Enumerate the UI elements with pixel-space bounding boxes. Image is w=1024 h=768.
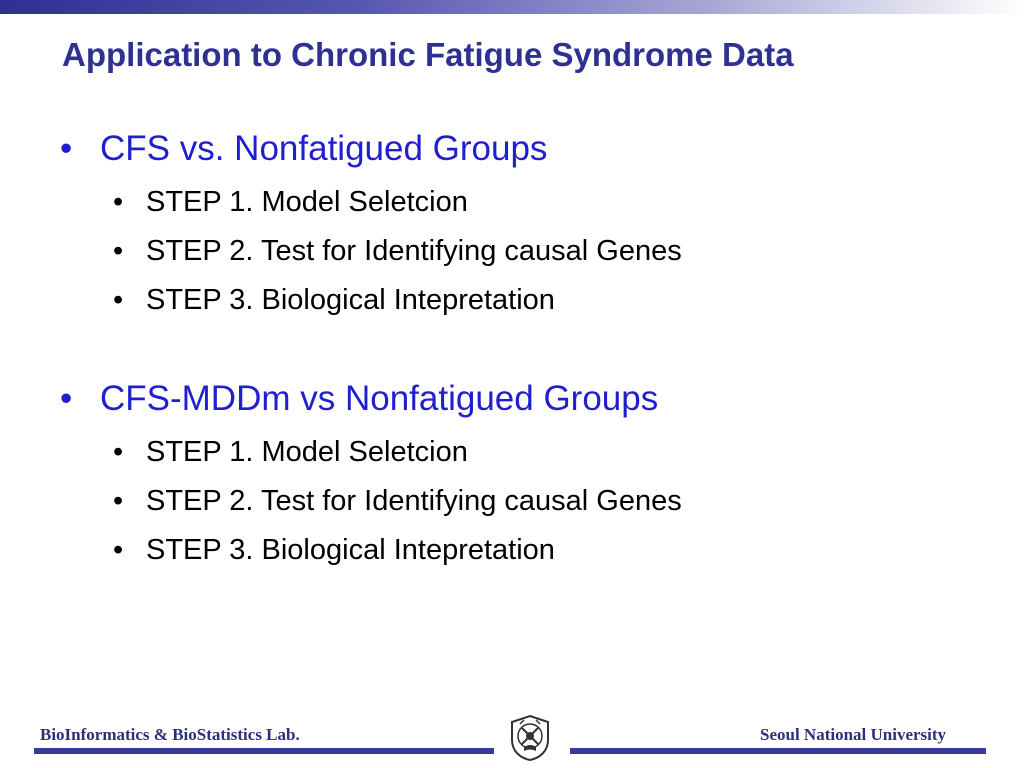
slide-footer: [0, 708, 1024, 768]
slide-title: Application to Chronic Fatigue Syndrome Data: [62, 36, 794, 73]
step-text: STEP 3. Biological Intepretation: [146, 284, 555, 316]
step-text: STEP 1. Model Seletcion: [146, 436, 468, 468]
step-item: [60, 227, 1000, 276]
step-item: [60, 276, 1000, 325]
step-text: STEP 3. Biological Intepretation: [146, 534, 555, 566]
footer-divider-left: [34, 748, 494, 754]
step-text: STEP 2. Test for Identifying causal Genes: [146, 235, 682, 267]
lab-name: BioInformatics & BioStatistics Lab.: [40, 725, 300, 744]
bullet-group: [60, 127, 1000, 325]
step-item: [60, 477, 1000, 526]
step-text: STEP 2. Test for Identifying causal Genes: [146, 485, 682, 517]
top-gradient-bar: [0, 0, 1024, 14]
step-item: [60, 178, 1000, 227]
footer-divider-right: [570, 748, 986, 754]
bullet-heading-text: CFS vs. Nonfatigued Groups: [100, 129, 548, 168]
sub-bullet-dot: •: [113, 284, 124, 316]
step-text: STEP 1. Model Seletcion: [146, 186, 468, 218]
sub-bullet-dot: •: [113, 534, 124, 566]
bullet-heading-text: CFS-MDDm vs Nonfatigued Groups: [100, 379, 659, 418]
university-name: Seoul National University: [760, 725, 947, 744]
bullet-group: [60, 377, 1000, 575]
bullet-heading: [60, 377, 1000, 421]
sub-bullet-dot: •: [113, 485, 124, 517]
step-item: [60, 526, 1000, 575]
sub-bullet-dot: •: [113, 235, 124, 267]
bullet-dot: •: [60, 379, 73, 418]
step-list: [60, 178, 1000, 325]
step-list: [60, 428, 1000, 575]
sub-bullet-dot: •: [113, 186, 124, 218]
bullet-heading: [60, 127, 1000, 171]
university-emblem-icon: [508, 714, 552, 762]
slide-content: [60, 127, 1000, 575]
sub-bullet-dot: •: [113, 436, 124, 468]
step-item: [60, 428, 1000, 477]
bullet-dot: •: [60, 129, 73, 168]
